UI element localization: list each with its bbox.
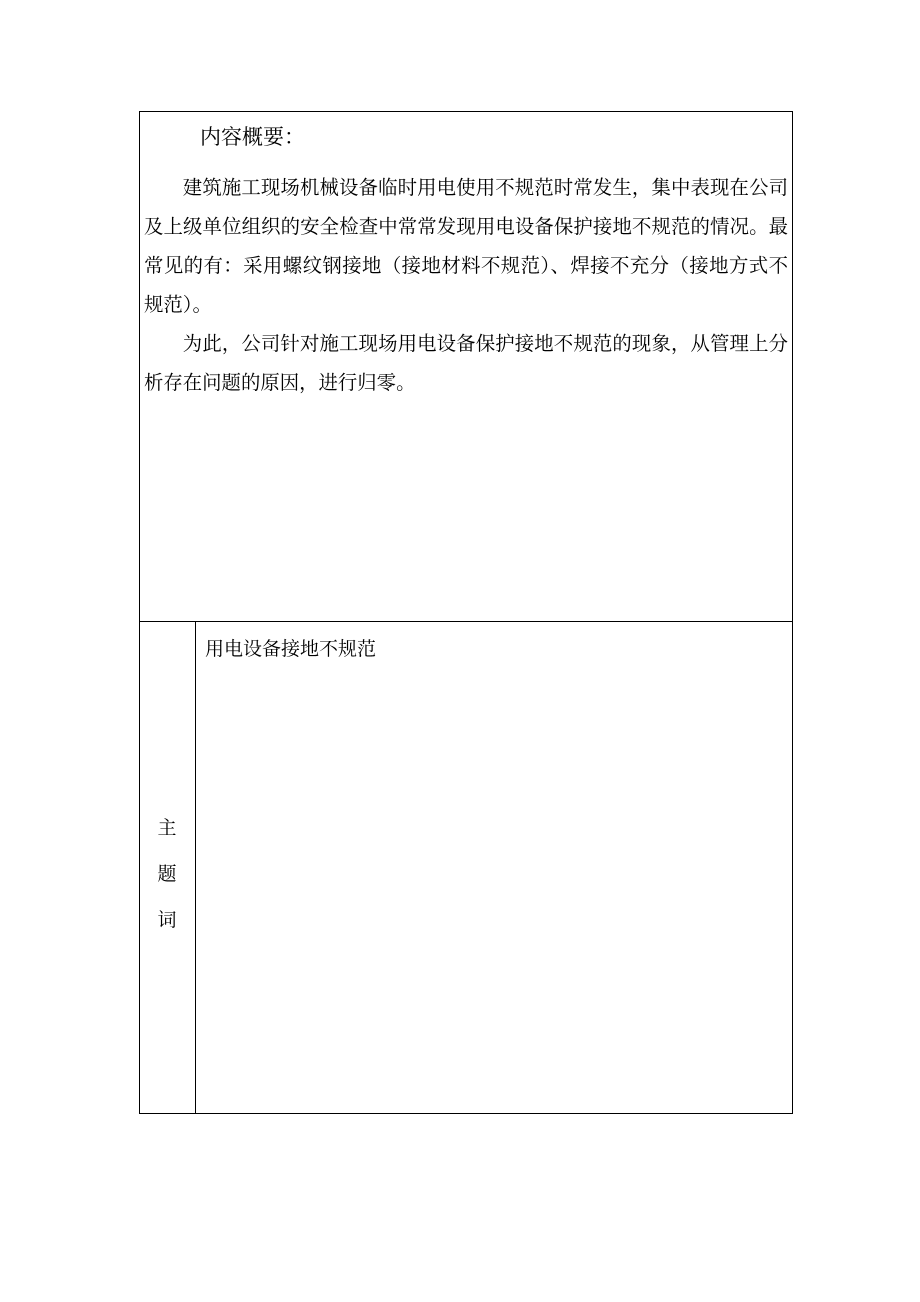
keyword-value: 用电设备接地不规范 <box>205 638 377 660</box>
keyword-label-char: 主 <box>157 817 177 839</box>
keyword-label-char: 词 <box>157 909 177 931</box>
keyword-label <box>140 805 194 943</box>
summary-heading: 内容概要： <box>200 125 305 149</box>
summary-paragraph: 建筑施工现场机械设备临时用电使用不规范时常发生，集中表现在公司及上级单位组织的安全检查中常常发现用电设备保护接地不规范的情况。最常见的有：采用螺纹钢接地（接地材料不规范）、焊接不充分（接地方式不规范）。 <box>144 176 788 316</box>
keyword-label-char: 题 <box>157 863 177 885</box>
document-table <box>139 111 793 1114</box>
summary-paragraph: 为此，公司针对施工现场用电设备保护接地不规范的现象，从管理上分析存在问题的原因，进行归零。 <box>144 332 788 394</box>
keyword-label-cell <box>140 622 196 1113</box>
summary-cell <box>140 112 792 622</box>
keyword-value-cell <box>196 622 792 1113</box>
summary-body <box>144 168 788 402</box>
